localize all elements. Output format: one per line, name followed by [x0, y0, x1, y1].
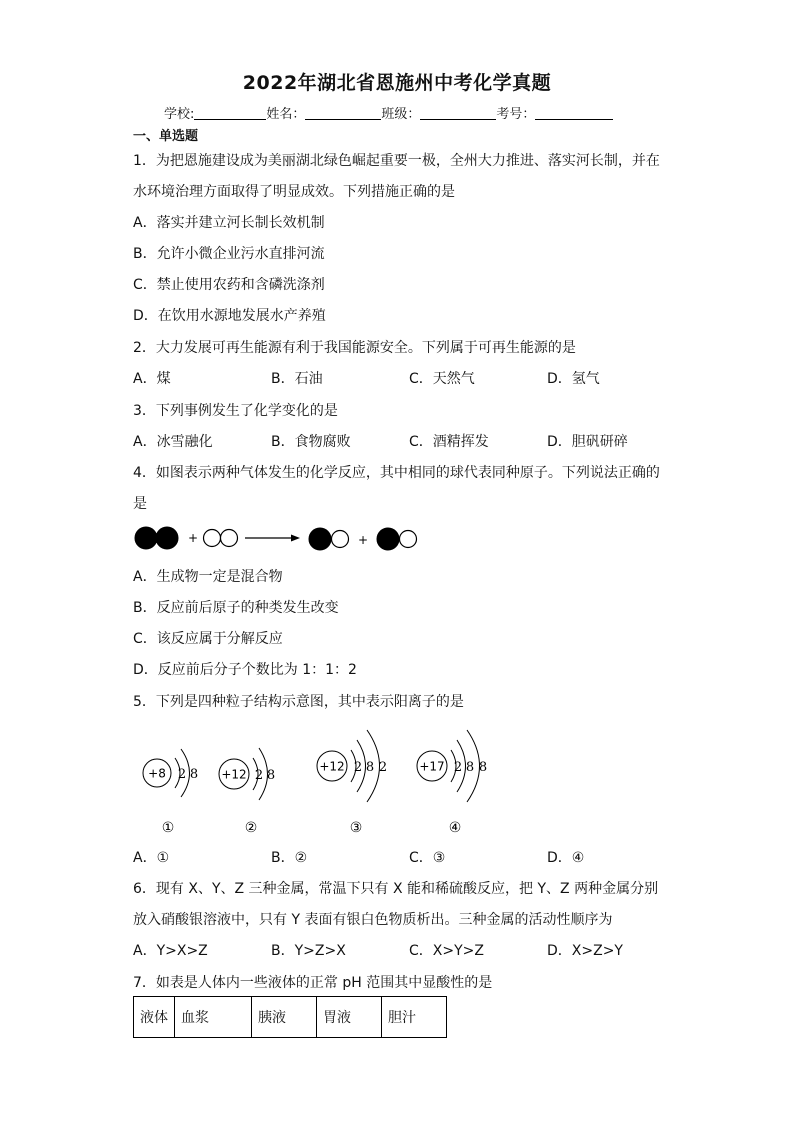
particle-1 — [143, 749, 198, 836]
black-atom — [156, 527, 178, 549]
question-5-option-a[interactable]: A．① — [133, 850, 170, 866]
question-1-option-c[interactable]: C．禁止使用农药和含磷洗涤剂 — [133, 277, 325, 293]
question-3-option-c[interactable]: C．酒精挥发 — [409, 434, 489, 450]
black-atom — [135, 527, 157, 549]
question-4-stem-line-2: 是 — [133, 496, 147, 512]
particle-label: ① — [161, 820, 175, 836]
nucleus-charge: +12 — [221, 767, 247, 782]
shell-electrons: 8 — [465, 760, 475, 775]
plus-sign: + — [358, 533, 369, 547]
table-header-cell: 血浆 — [175, 997, 252, 1038]
nucleus-charge: +17 — [419, 759, 445, 774]
question-4-option-a[interactable]: A．生成物一定是混合物 — [133, 569, 283, 585]
question-6-option-a[interactable]: A．Y>X>Z — [133, 943, 208, 959]
question-3-option-b[interactable]: B．食物腐败 — [271, 434, 351, 450]
exam-no-label: 考号： — [496, 107, 536, 122]
question-1-option-b[interactable]: B．允许小微企业污水直排河流 — [133, 246, 325, 262]
white-atom — [332, 531, 349, 548]
question-4-option-b[interactable]: B．反应前后原子的种类发生改变 — [133, 600, 339, 616]
shell-electrons: 2 — [378, 760, 388, 775]
white-atom — [221, 530, 238, 547]
school-label: 学校: — [164, 107, 195, 122]
particle-2 — [219, 748, 275, 836]
question-3-option-d[interactable]: D．胆矾研碎 — [547, 434, 628, 450]
question-4-option-d[interactable]: D．反应前后分子个数比为 1：1：2 — [133, 662, 357, 678]
table-header-cell: 胰液 — [252, 997, 317, 1038]
table-row — [134, 997, 447, 1038]
table-header-cell: 胆汁 — [382, 997, 447, 1038]
table-header-cell: 胃液 — [317, 997, 382, 1038]
question-5-option-c[interactable]: C．③ — [409, 850, 446, 866]
shell-electrons: 8 — [189, 767, 199, 782]
particle-3 — [317, 730, 387, 836]
shell-electrons: 2 — [353, 760, 363, 775]
shell-electrons: 2 — [177, 767, 187, 782]
question-2-option-b[interactable]: B．石油 — [271, 371, 323, 387]
nucleus-charge: +8 — [148, 766, 166, 781]
question-5-option-d[interactable]: D．④ — [547, 850, 585, 866]
question-6-stem-line-1: 6．现有 X、Y、Z 三种金属，常温下只有 X 能和稀硫酸反应，把 Y、Z 两种金属分别 — [133, 881, 659, 897]
ph-range-table — [133, 996, 447, 1038]
exam-no-field[interactable] — [535, 105, 613, 120]
particle-label: ② — [244, 820, 258, 836]
question-2-option-d[interactable]: D．氢气 — [547, 371, 600, 387]
name-field[interactable] — [305, 105, 381, 120]
reaction-diagram — [130, 522, 430, 556]
white-atom — [204, 530, 221, 547]
question-4-stem-line-1: 4．如图表示两种气体发生的化学反应，其中相同的球代表同种原子。下列说法正确的 — [133, 465, 660, 481]
shell-electrons: 2 — [453, 760, 463, 775]
particle-4 — [417, 730, 487, 836]
shell-electrons: 2 — [254, 768, 264, 783]
shell-electrons: 8 — [266, 768, 276, 783]
particle-structure-diagrams — [130, 718, 510, 840]
page-title: 2022年湖北省恩施州中考化学真题 — [242, 72, 552, 94]
section-title: 一、单选题 — [133, 129, 199, 144]
question-1-stem-line-1: 1．为把恩施建设成为美丽湖北绿色崛起重要一极，全州大力推进、落实河长制，并在 — [133, 153, 660, 169]
question-1-stem-line-2: 水环境治理方面取得了明显成效。下列措施正确的是 — [133, 184, 455, 200]
question-5-option-b[interactable]: B．② — [271, 850, 308, 866]
question-6-stem-line-2: 放入硝酸银溶液中，只有 Y 表面有银白色物质析出。三种金属的活动性顺序为 — [133, 912, 613, 928]
class-label: 班级： — [381, 107, 421, 122]
question-6-option-d[interactable]: D．X>Z>Y — [547, 943, 623, 959]
table-header-cell: 液体 — [134, 997, 175, 1038]
name-label: 姓名： — [266, 107, 306, 122]
question-3-stem: 3．下列事例发生了化学变化的是 — [133, 403, 338, 419]
arrow-head — [291, 535, 300, 542]
question-6-option-b[interactable]: B．Y>Z>X — [271, 943, 346, 959]
question-2-stem: 2．大力发展可再生能源有利于我国能源安全。下列属于可再生能源的是 — [133, 340, 576, 356]
student-info-row — [164, 103, 613, 122]
white-atom — [400, 531, 417, 548]
question-7-stem: 7．如表是人体内一些液体的正常 pH 范围其中显酸性的是 — [133, 975, 493, 991]
nucleus-charge: +12 — [319, 759, 345, 774]
shell-electrons: 8 — [365, 760, 375, 775]
question-2-option-c[interactable]: C．天然气 — [409, 371, 475, 387]
plus-sign: + — [188, 531, 199, 545]
question-6-option-c[interactable]: C．X>Y>Z — [409, 943, 484, 959]
class-field[interactable] — [420, 105, 496, 120]
question-2-option-a[interactable]: A．煤 — [133, 371, 171, 387]
particle-label: ③ — [349, 820, 363, 836]
question-1-option-d[interactable]: D．在饮用水源地发展水产养殖 — [133, 308, 326, 324]
school-field[interactable] — [194, 105, 266, 120]
particle-label: ④ — [448, 820, 462, 836]
question-3-option-a[interactable]: A．冰雪融化 — [133, 434, 213, 450]
black-atom — [309, 528, 331, 550]
question-5-stem: 5．下列是四种粒子结构示意图，其中表示阳离子的是 — [133, 694, 464, 710]
question-1-option-a[interactable]: A．落实并建立河长制长效机制 — [133, 215, 325, 231]
question-4-option-c[interactable]: C．该反应属于分解反应 — [133, 631, 283, 647]
shell-electrons: 8 — [478, 760, 488, 775]
black-atom — [377, 528, 399, 550]
